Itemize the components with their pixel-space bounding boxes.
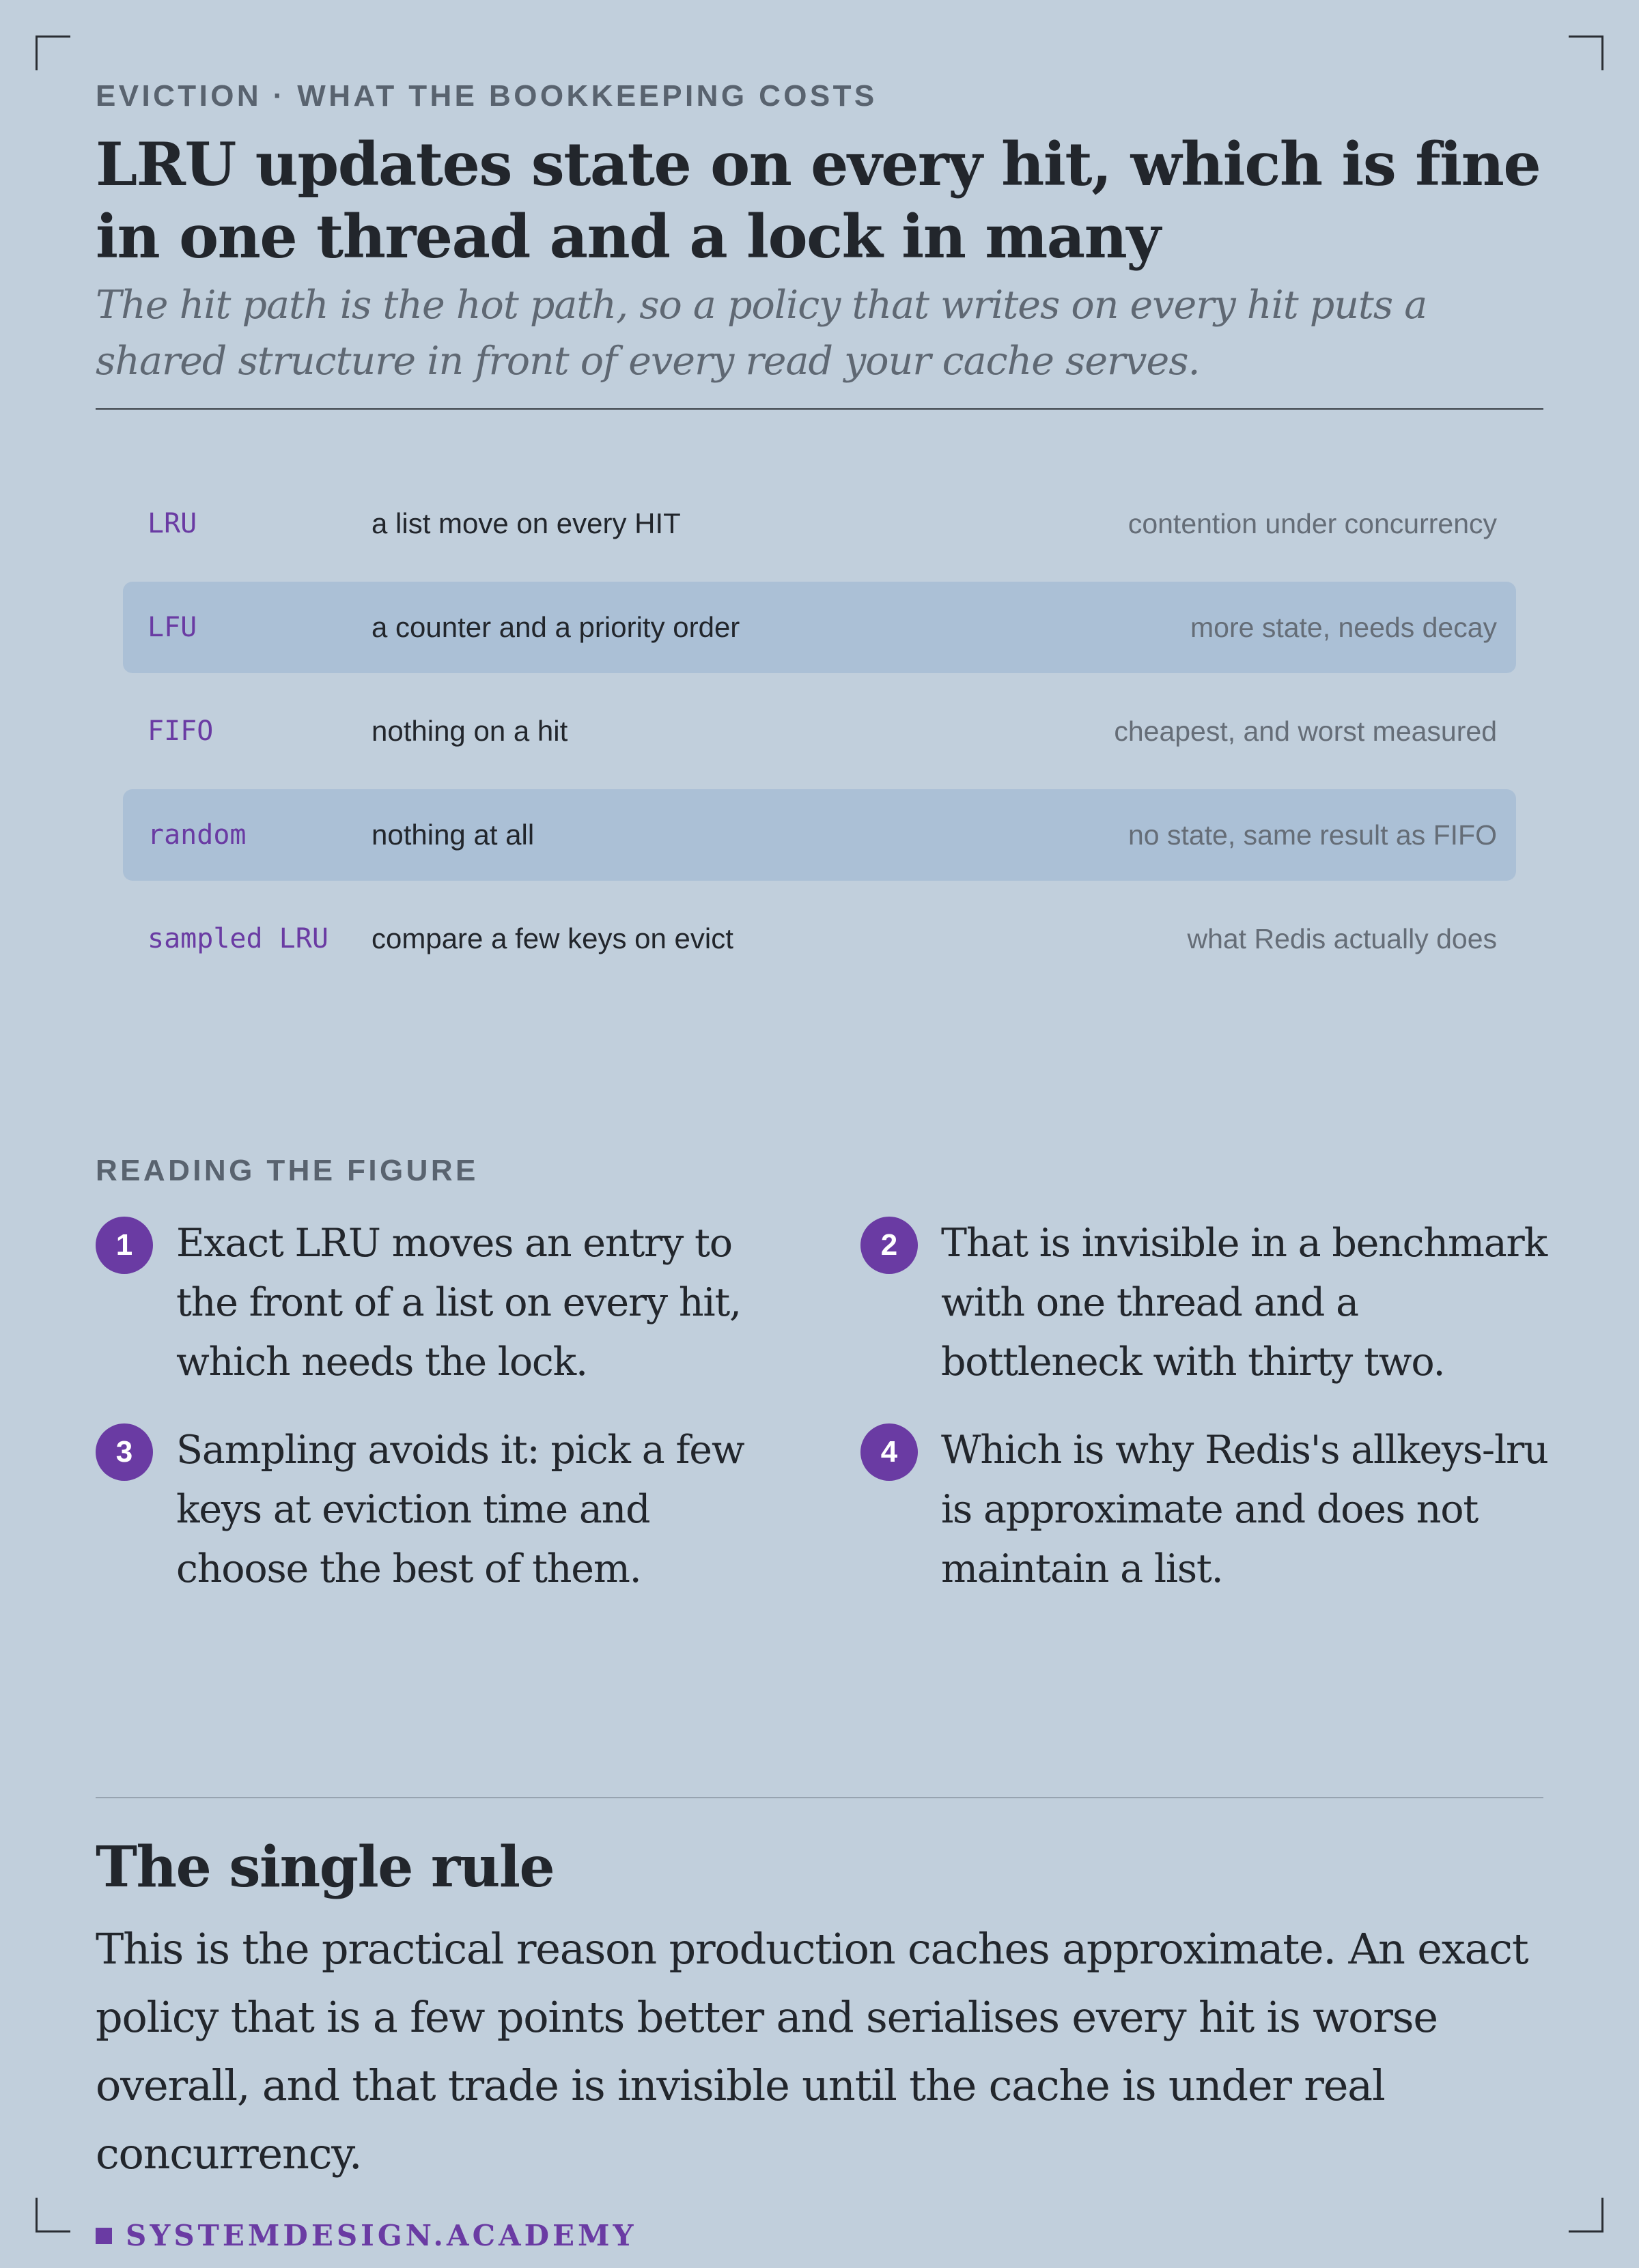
- brand-square-icon: [96, 2228, 112, 2244]
- page-title: LRU updates state on every hit, which is fine in one thread and a lock in many: [96, 129, 1541, 272]
- policy-note: what Redis actually does: [1187, 922, 1497, 954]
- note-number-badge: 3: [96, 1423, 153, 1481]
- corner-mark-top-left: [36, 36, 70, 70]
- policy-name: LRU: [148, 508, 197, 539]
- brand-footer: [96, 2219, 637, 2252]
- policy-note: contention under concurrency: [1127, 507, 1497, 539]
- rule-heading: The single rule: [96, 1834, 555, 1900]
- table-row-lfu: [123, 582, 1516, 673]
- policy-table: [123, 478, 1516, 984]
- section-divider: [96, 1797, 1543, 1798]
- policy-name: LFU: [148, 612, 197, 643]
- policy-name: random: [148, 819, 247, 851]
- corner-mark-bottom-left: [36, 2198, 70, 2232]
- note-item-1: [96, 1214, 785, 1392]
- note-item-3: [96, 1421, 785, 1599]
- table-row-sampled-lru: [123, 893, 1516, 984]
- table-row-lru: [123, 478, 1516, 569]
- page-subtitle: The hit path is the hot path, so a policy that writes on every hit puts a shared structure in front of every read your cache serves.: [96, 283, 1427, 384]
- policy-note: more state, needs decay: [1190, 611, 1497, 643]
- page: [96, 75, 1548, 2252]
- corner-mark-bottom-right: [1569, 2198, 1603, 2232]
- header-divider: [96, 408, 1543, 410]
- policy-cost: compare a few keys on evict: [372, 922, 733, 954]
- note-text: Sampling avoids it: pick a few keys at eviction time and choose the best of them.: [176, 1428, 744, 1591]
- policy-cost: nothing on a hit: [372, 715, 568, 747]
- rule-body: This is the practical reason production caches approximate. An exact policy that is a few points better and serialises every hit is worse overall, and that trade is invisible until the cache is under real concurrency.: [96, 1924, 1528, 2179]
- note-number-badge: 2: [860, 1217, 918, 1274]
- corner-mark-top-right: [1569, 36, 1603, 70]
- policy-cost: a counter and a priority order: [372, 611, 740, 643]
- policy-note: no state, same result as FIFO: [1127, 819, 1497, 851]
- note-text: Which is why Redis's allkeys-lru is approximate and does not maintain a list.: [941, 1428, 1548, 1591]
- policy-name: FIFO: [148, 715, 214, 747]
- note-text: Exact LRU moves an entry to the front of a list on every hit, which needs the lock.: [176, 1221, 741, 1385]
- brand-name: SYSTEMDESIGN.ACADEMY: [126, 2219, 637, 2252]
- policy-note: cheapest, and worst measured: [1114, 715, 1497, 747]
- table-row-random: [123, 789, 1516, 881]
- note-text: That is invisible in a benchmark with one thread and a bottleneck with thirty two.: [941, 1221, 1547, 1385]
- note-number-badge: 1: [96, 1217, 153, 1274]
- note-item-4: [860, 1421, 1550, 1599]
- kicker: EVICTION · WHAT THE BOOKKEEPING COSTS: [96, 79, 878, 113]
- policy-cost: nothing at all: [372, 819, 535, 851]
- policy-cost: a list move on every HIT: [372, 507, 681, 539]
- note-item-2: [860, 1214, 1550, 1392]
- policy-name: sampled LRU: [148, 923, 328, 954]
- reading-label: READING THE FIGURE: [96, 1154, 479, 1187]
- table-row-fifo: [123, 685, 1516, 777]
- note-number-badge: 4: [860, 1423, 918, 1481]
